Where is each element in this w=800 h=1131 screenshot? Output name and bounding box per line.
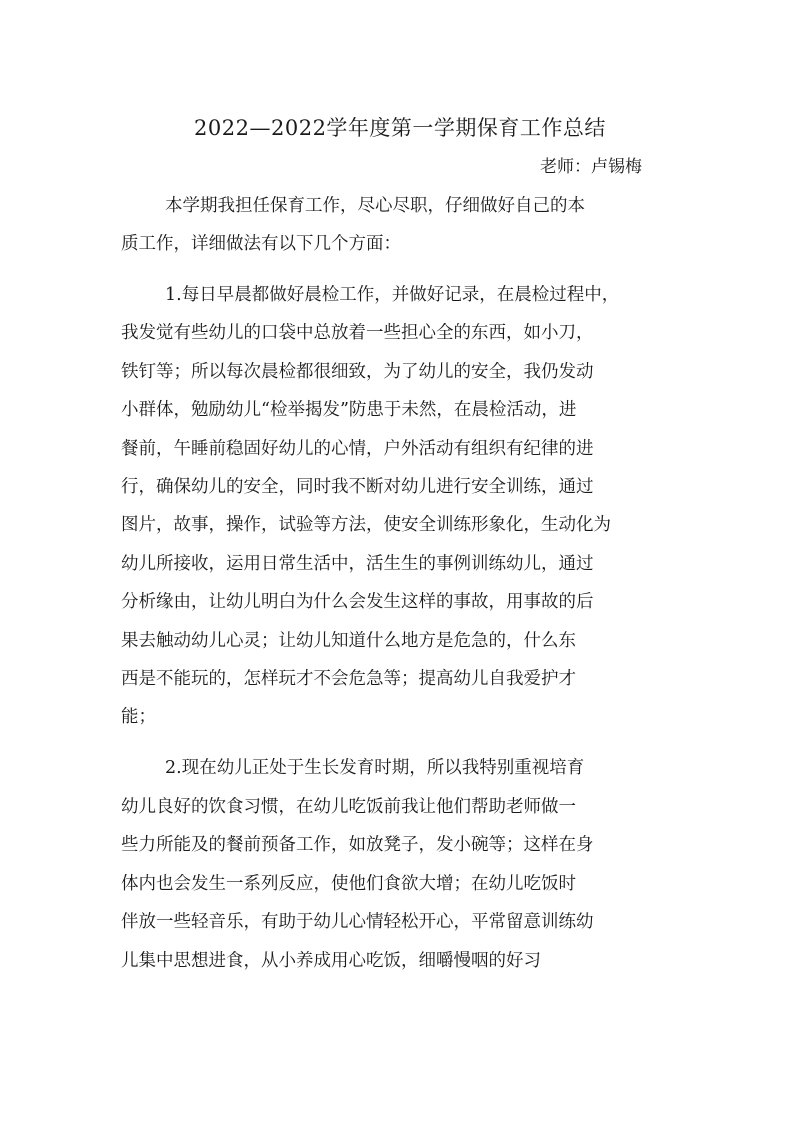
paragraph-line: 儿集中思想进食，从小养成用心吃饭，细嚼慢咽的好习 [121, 951, 541, 971]
paragraph-line: 些力所能及的餐前预备工作，如放凳子，发小碗等；这样在身 [121, 835, 594, 855]
paragraph-line: 伴放一些轻音乐，有助于幼儿心情轻松开心，平常留意训练幼 [121, 912, 594, 932]
paragraph-line: 幼儿所接收，运用日常生活中，活生生的事例训练幼儿，通过 [121, 554, 594, 574]
paragraph-line: 本学期我担任保育工作，尽心尽职，仔细做好自己的本 [165, 196, 585, 216]
paragraph-line: 能； [121, 707, 156, 727]
paragraph-line: 2.现在幼儿正处于生长发育时期，所以我特别重视培育 [165, 758, 585, 778]
paragraph-line: 西是不能玩的，怎样玩才不会危急等；提高幼儿自我爱护才 [121, 669, 576, 689]
paragraph-line: 果去触动幼儿心灵；让幼儿知道什么地方是危急的，什么东 [121, 631, 576, 651]
paragraph-line: 我发觉有些幼儿的口袋中总放着一些担心全的东西，如小刀， [121, 323, 594, 343]
paragraph-line: 1.每日早晨都做好晨检工作，并做好记录，在晨检过程中， [165, 285, 620, 305]
document-title: 2022—2022学年度第一学期保育工作总结 [194, 116, 606, 140]
paragraph-line: 图片，故事，操作，试验等方法，使安全训练形象化，生动化为 [121, 515, 611, 535]
paragraph-line: 行，确保幼儿的安全，同时我不断对幼儿进行安全训练，通过 [121, 477, 594, 497]
paragraph-line: 分析缘由，让幼儿明白为什么会发生这样的事故，用事故的后 [121, 592, 594, 612]
paragraph-line: 小群体，勉励幼儿“检举揭发”防患于未然，在晨检活动，进 [121, 400, 577, 420]
paragraph-line: 铁钉等；所以每次晨检都很细致，为了幼儿的安全，我仍发动 [121, 362, 594, 382]
paragraph-line: 餐前，午睡前稳固好幼儿的心情，户外活动有组织有纪律的进 [121, 439, 594, 459]
paragraph-line: 质工作，详细做法有以下几个方面： [121, 234, 401, 254]
author-line: 老师：卢锡梅 [540, 157, 642, 177]
paragraph-line: 幼儿良好的饮食习惯，在幼儿吃饭前我让他们帮助老师做一 [121, 797, 576, 817]
paragraph-line: 体内也会发生一系列反应，使他们食欲大增；在幼儿吃饭时 [121, 874, 576, 894]
